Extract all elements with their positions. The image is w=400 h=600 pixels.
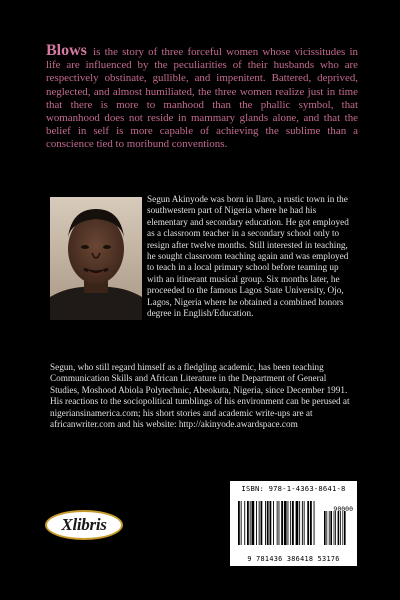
- barcode-suffix: 53176: [317, 555, 340, 563]
- isbn-label: ISBN: 978-1-4363-8641-8: [241, 484, 346, 493]
- barcode-bar: [247, 501, 249, 545]
- barcode-addon-bar: [334, 511, 335, 545]
- barcode-bar: [304, 501, 305, 545]
- barcode-bar: [284, 501, 287, 545]
- barcode-addon-bar: [329, 511, 330, 545]
- barcode-addon-bar: [330, 511, 332, 545]
- barcode-bar: [265, 501, 266, 545]
- barcode-bar: [259, 501, 260, 545]
- barcode-bar: [267, 501, 269, 545]
- synopsis-title: Blows: [46, 42, 87, 59]
- bio-paragraph-1: Segun Akinyode was born in Ilaro, a rustic town in the southwestern part of Nigeria where he had his elementary and secondary education. He got employed as a classroom teacher in a secondary school only to resign after twelve months. Still interested in teaching, he sought classroom teaching again and was employed to teach in a local primary school before teaming up with an itinerant musical group. Six months later, he proceeded to the famous Lagos State University, Ojo, Lagos, Nigeria where he obtained a combined honors degree in English/Education.: [147, 194, 349, 319]
- barcode-bar: [292, 501, 294, 545]
- barcode-bar: [290, 501, 291, 545]
- barcode-bar: [279, 501, 280, 545]
- barcode-addon-bar: [338, 511, 340, 545]
- synopsis: [46, 44, 358, 152]
- author-bio-continued: [50, 362, 357, 430]
- barcode-bar: [314, 501, 315, 545]
- barcode-bar: [252, 501, 255, 545]
- portrait-photo-icon: [50, 197, 142, 320]
- bio-paragraph-2: Segun, who still regard himself as a fledgling academic, has been teaching Communication Skills and African Literature in the Department of General Studies, Moshood Abiola Polytechnic, Abeokuta, Nigeria, since December 1991. His reactions to the sociopolitical tumblings of his environment can be perused at nigeriansinamerica.com; his short stories and academic write-ups are at africanwriter.com and his website: http://akinyode.awardspace.com: [50, 362, 350, 430]
- barcode-bar: [277, 501, 278, 545]
- barcode-bar: [241, 501, 242, 545]
- author-bio: [147, 194, 357, 319]
- barcode-addon-bar: [344, 511, 346, 545]
- barcode-bar: [250, 501, 251, 545]
- barcode-bar: [307, 501, 309, 545]
- price-code: 90000: [333, 505, 353, 513]
- barcode-addon-bar: [340, 511, 341, 545]
- barcode-bar: [302, 501, 303, 545]
- barcode-bar: [288, 501, 289, 545]
- barcode-block: [230, 481, 357, 566]
- barcode-bar: [244, 501, 245, 545]
- barcode-digits: 9 781436 386418: [247, 555, 314, 563]
- barcode-bar: [238, 501, 240, 545]
- isbn-barcode-icon: [236, 495, 351, 553]
- barcode-bar: [273, 501, 274, 545]
- barcode-bar: [299, 501, 300, 545]
- author-photo: [50, 197, 142, 320]
- barcode-bar: [310, 501, 312, 545]
- synopsis-text: is the story of three forceful women whose vicissitudes in life are influenced by the peculiarities of their husbands who are respectively obstinate, gullible, and impenitent. Battered, deprived, neglected, and almost humiliated, the three women realize just in time that there is more to manhood than the phallic symbol, that womanhood does not reside in mammary glands alone, and that the belief in self is more capable of achieving the sublime than a conscience tied to moribund conventions.: [46, 46, 358, 151]
- barcode-bar: [261, 501, 263, 545]
- barcode-bar: [296, 501, 299, 545]
- barcode-addon-bar: [326, 511, 327, 545]
- barcode-addon-bar: [335, 511, 336, 545]
- barcode-addon-bar: [342, 511, 343, 545]
- barcode-number: [230, 555, 357, 563]
- barcode-bar: [281, 501, 283, 545]
- barcode-bar: [256, 501, 257, 545]
- publisher-logo: [45, 510, 123, 540]
- barcode-bar: [270, 501, 272, 545]
- barcode-addon-bar: [324, 511, 326, 545]
- xlibris-logo-icon: Xlibris: [61, 515, 107, 534]
